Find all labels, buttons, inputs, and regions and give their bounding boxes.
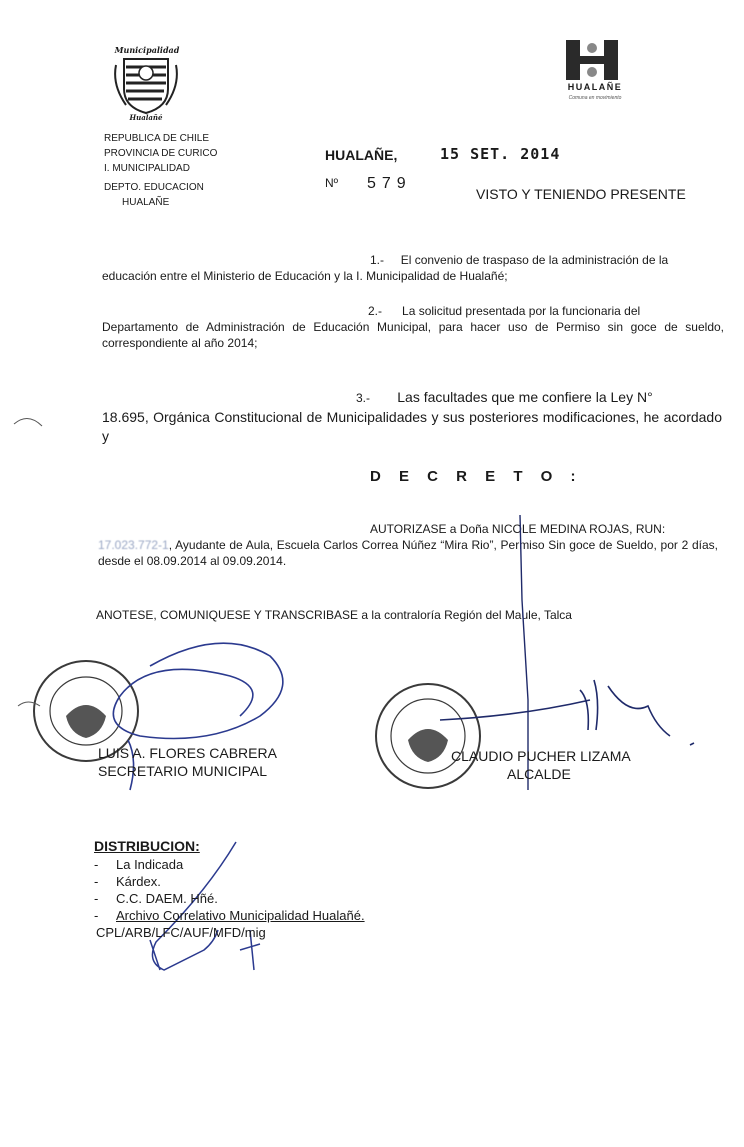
considerando-num: 2.- <box>368 304 383 318</box>
distribucion-item: C.C. DAEM. Hñé. <box>116 891 218 906</box>
list-item: - La Indicada <box>94 857 184 872</box>
letterhead-line: REPUBLICA DE CHILE <box>104 133 210 144</box>
considerando-text: 18.695, Orgánica Constitucional de Municipalidades y sus posteriores modificaciones, he acordado y <box>102 409 722 444</box>
distribucion-title: DISTRIBUCION: <box>94 838 200 854</box>
distribucion-item: Kárdex. <box>116 874 161 889</box>
brand-name: HUALAÑE <box>567 82 623 92</box>
secretario-title: SECRETARIO MUNICIPAL <box>98 763 268 779</box>
considerando-num: 3.- <box>356 391 371 405</box>
anotese-line: ANOTESE, COMUNIQUESE Y TRANSCRIBASE a la contraloría Región del Maule, Talca <box>96 608 572 622</box>
distribucion-item: Archivo Correlativo Municipalidad Hualañé. <box>116 908 365 923</box>
considerando-lead: La solicitud presentada por la funcionaria del <box>402 304 641 318</box>
seal-title: Municipalidad <box>114 45 180 55</box>
list-item: - C.C. DAEM. Hñé. <box>94 891 218 906</box>
letterhead-line: I. MUNICIPALIDAD <box>104 163 190 174</box>
considerando-lead: Las facultades que me confiere la Ley N° <box>397 389 653 405</box>
considerando-num: 1.- <box>370 253 385 267</box>
seal-footer: Hualañé <box>129 113 163 122</box>
resolution-lead: AUTORIZASE a Doña NICOLE MEDINA ROJAS, RUN: <box>370 522 666 536</box>
alcalde-signature <box>440 680 694 745</box>
place-label: HUALAÑE, <box>325 147 398 163</box>
margin-mark <box>18 702 40 706</box>
distribucion-list <box>94 856 365 941</box>
alcalde-name: CLAUDIO PUCHER LIZAMA <box>451 748 631 764</box>
considerando-lead: El convenio de traspaso de la administración de la <box>400 253 669 267</box>
resolution-text: , Ayudante de Aula, Escuela Carlos Correa Núñez “Mira Rio”, Permiso Sin goce de Sueldo, por 2 días, desde el 08.09.2014 al 09.09.2014. <box>98 538 718 568</box>
considerando-text: educación entre el Ministerio de Educación y la I. Municipalidad de Hualañé; <box>102 269 508 283</box>
date-stamp: 15 SET. 2014 <box>440 145 561 163</box>
letterhead-line: DEPTO. EDUCACION <box>104 182 204 193</box>
visto-heading: VISTO Y TENIENDO PRESENTE <box>476 186 686 202</box>
decree-number: 579 <box>367 175 412 192</box>
letterhead-line: HUALAÑE <box>122 197 170 208</box>
secretario-block <box>98 744 277 780</box>
considerando-text: Departamento de Administración de Educación Municipal, para hacer uso de Permiso sin goce de sueldo, correspondiente al año 2014; <box>102 320 724 350</box>
decreto-title: D E C R E T O : <box>370 468 583 485</box>
list-item: - Kárdex. <box>94 874 161 889</box>
letterhead-line: PROVINCIA DE CURICO <box>104 148 218 159</box>
margin-mark <box>14 418 42 426</box>
number-label: Nº <box>325 176 339 190</box>
distribucion-item: La Indicada <box>116 857 184 872</box>
alcalde-block <box>451 747 631 783</box>
run-number: 17.023.772-1 <box>98 538 169 552</box>
brand-tagline: Comuna en movimiento <box>568 95 622 101</box>
secretario-name: LUIS A. FLORES CABRERA <box>98 745 277 761</box>
list-item: - Archivo Correlativo Municipalidad Hualañé. <box>94 908 365 923</box>
alcalde-title: ALCALDE <box>507 766 571 782</box>
distribucion-initials: CPL/ARB/LFC/AUF/MFD/mig <box>96 925 266 940</box>
